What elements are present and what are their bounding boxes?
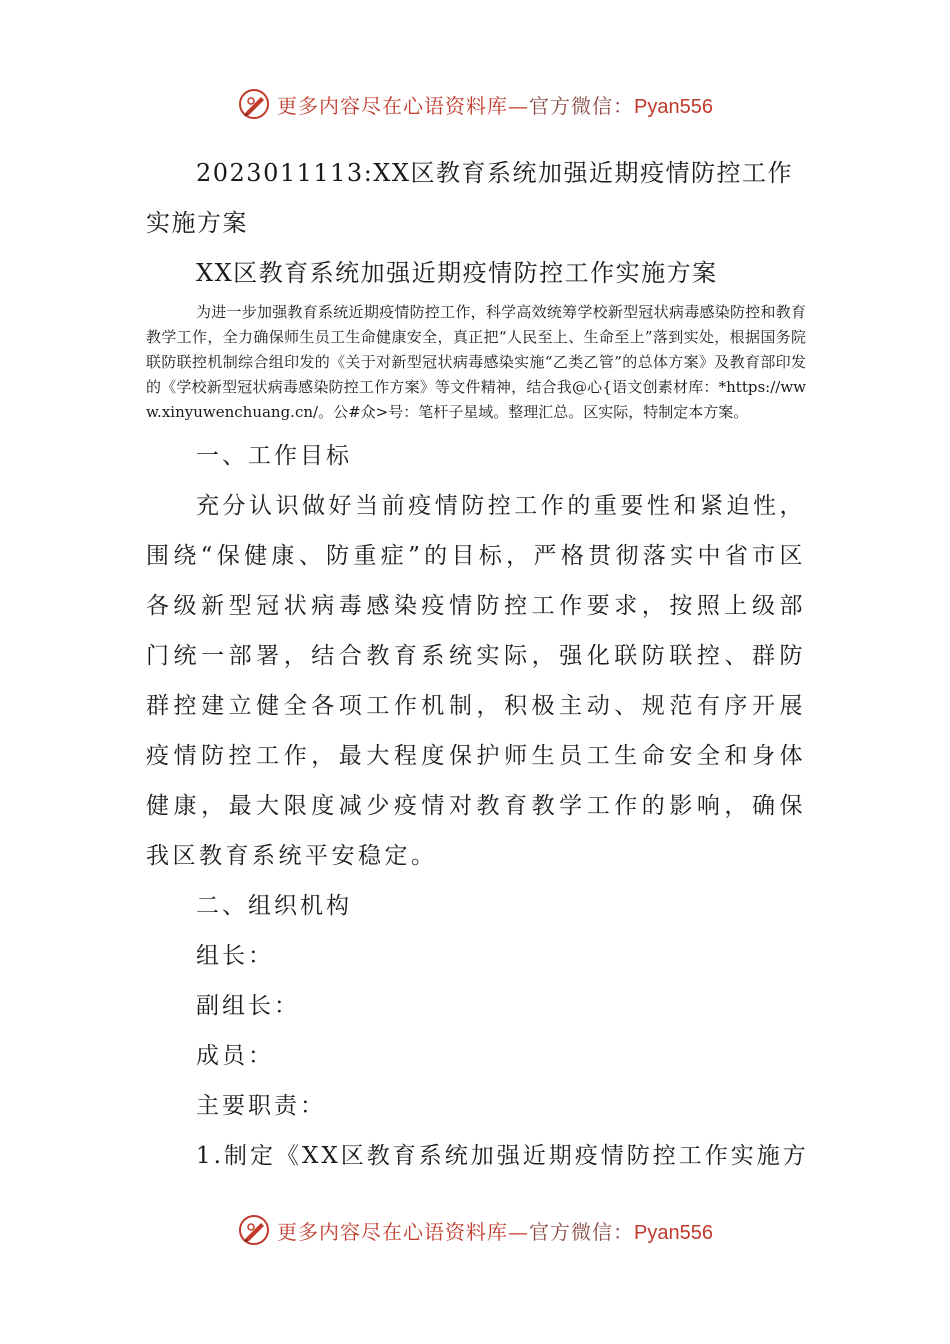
header-watermark-banner (0, 84, 950, 124)
pen-logo-icon (237, 87, 271, 121)
leader-line: 组长： (196, 943, 274, 969)
banner-text: 更多内容尽在心语资料库—官方微信：Pyan556 (277, 93, 713, 118)
duties-heading: 主要职责： (196, 1093, 326, 1119)
footer-watermark-banner (0, 1210, 950, 1250)
document-subtitle: XX区教育系统加强近期疫情防控工作实施方案 (196, 259, 718, 287)
section-heading-goals: 一、工作目标 (196, 443, 352, 469)
banner-text: 更多内容尽在心语资料库—官方微信：Pyan556 (277, 1219, 713, 1244)
pen-logo-icon (237, 1213, 271, 1247)
section-body-goals: 充分认识做好当前疫情防控工作的重要性和紧迫性，围绕“保健康、防重症”的目标，严格贯彻落实中省市区各级新型冠状病毒感染疫情防控工作要求，按照上级部门统一部署，结合教育系统实际，强化联防联控、群防群控建立健全各项工作机制，积极主动、规范有序开展疫情防控工作，最大程度保护师生员工生命安全和身体健康，最大限度减少疫情对教育教学工作的影响，确保我区教育系统平安稳定。 (146, 493, 806, 869)
members-line: 成员： (196, 1043, 274, 1069)
document-title: 2023011113:XX区教育系统加强近期疫情防控工作实施方案 (146, 159, 793, 237)
deputy-leader-line: 副组长： (196, 993, 300, 1019)
document-body (146, 148, 809, 1181)
intro-paragraph: 为进一步加强教育系统近期疫情防控工作，科学高效统筹学校新型冠状病毒感染防控和教育教学工作，全力确保师生员工生命健康安全，真正把“人民至上、生命至上”落到实处，根据国务院联防联控机制综合组印发的《关于对新型冠状病毒感染实施“乙类乙管”的总体方案》及教育部印发的《学校新型冠状病毒感染防控工作方案》等文件精神，结合我@心{语文创素材库：*https://www.xinyuwenchuang.cn/。公#众>号：笔杆子星域。整理汇总。区实际，特制定本方案。 (146, 303, 806, 421)
section-heading-organization: 二、组织机构 (196, 893, 352, 919)
duty-item-1: 1.制定《XX区教育系统加强近期疫情防控工作实施方 (196, 1143, 809, 1169)
